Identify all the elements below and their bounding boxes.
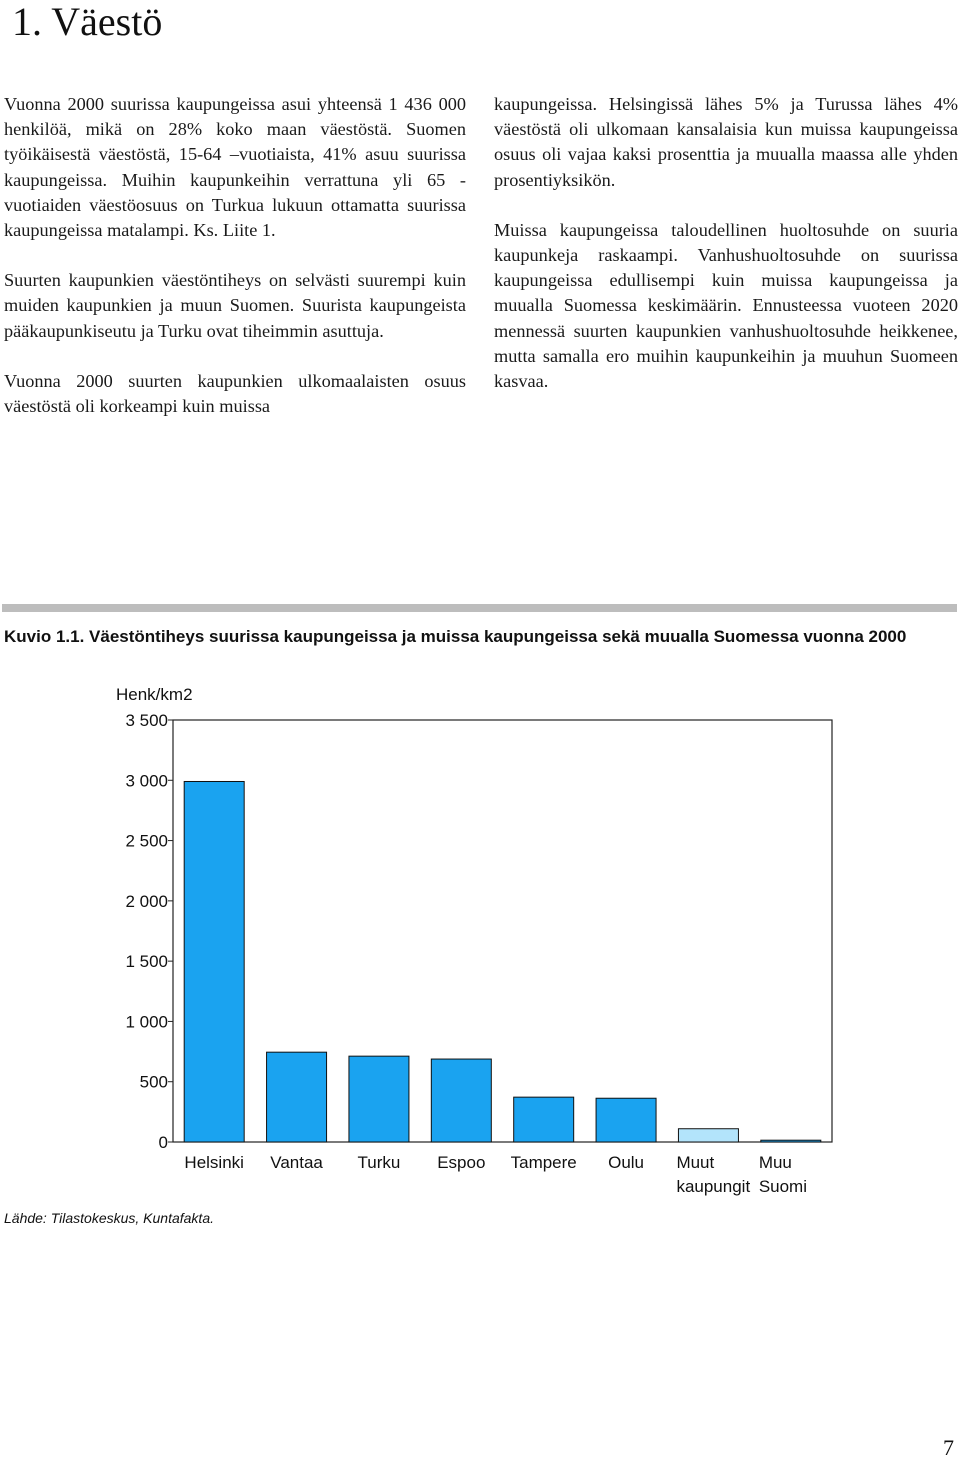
section-divider (2, 604, 957, 612)
left-text-column (4, 92, 466, 444)
x-tick-label: Espoo (437, 1153, 486, 1172)
y-tick-label: 1 000 (125, 1012, 168, 1032)
x-tick-label: Muu Suomi (758, 1153, 807, 1196)
bar (596, 1098, 656, 1142)
y-tick-label: 500 (139, 1072, 168, 1092)
bar (678, 1129, 738, 1142)
right-text-column (494, 92, 958, 419)
y-tick-label: 0 (158, 1133, 168, 1152)
x-tick-label: Tampere (510, 1153, 577, 1172)
paragraph: Muissa kaupungeissa taloudellinen huoltosuhde on suuria kaupunkeja raskaampi. Vanhushuoltosuhde on suurissa kaupungeissa edullisempi kuin muissa kaupungeissa ja muualla Suomessa keskimäärin. Ennusteessa vuoteen 2020 mennessä suurten kaupunkien vanhushuoltosuhde heikkenee, mutta samalla ero muihin kaupunkeihin ja muuhun Suomeen kasvaa. (494, 219, 958, 392)
page-heading: 1. Väestö (12, 0, 163, 44)
bar (514, 1097, 574, 1142)
paragraph: kaupungeissa. Helsingissä lähes 5% ja Turussa lähes 4% väestöstä oli ulkomaan kansalaisia kun muissa kaupungeissa osuus oli vajaa kaksi prosenttia ja muualla maassa alle yhden prosentiyksikön. (494, 94, 958, 190)
x-tick-label: Turku (357, 1153, 401, 1172)
x-tick-label: Vantaa (270, 1153, 323, 1172)
bar (184, 781, 244, 1142)
x-tick-label: Helsinki (184, 1153, 244, 1172)
page-number: 7 (943, 1435, 954, 1460)
y-axis-label: Henk/km2 (116, 685, 193, 704)
bar (267, 1052, 327, 1142)
paragraph: Suurten kaupunkien väestöntiheys on selvästi suurempi kuin muiden kaupunkien ja muun Suomen. Suurista kaupungeista pääkaupunkiseutu ja Turku ovat tiheimmin asuttuja. (4, 270, 466, 341)
source-note: Lähde: Tilastokeskus, Kuntafakta. (4, 1210, 214, 1226)
bar (761, 1140, 821, 1142)
y-tick-label: 3 500 (125, 711, 168, 730)
x-tick-label: Muut kaupungit (676, 1153, 751, 1196)
y-tick-label: 2 000 (125, 891, 168, 911)
population-density-chart (0, 672, 960, 1207)
x-tick-label: Oulu (608, 1153, 645, 1172)
paragraph: Vuonna 2000 suurissa kaupungeissa asui yhteensä 1 436 000 henkilöä, mikä on 28% koko maan väestöstä. Suomen työikäisestä väestöstä, 15-64 –vuotiaista, 41% asuu suurissa kaupungeissa. Muihin kaupunkeihin verrattuna yli 65 -vuotiaiden väestöosuus on Turkua lukuun ottamatta suurissa kaupungeissa matalampi. Ks. Liite 1. (4, 94, 466, 241)
bar (431, 1059, 491, 1142)
bar (349, 1056, 409, 1142)
y-tick-label: 3 000 (125, 771, 168, 791)
paragraph: Vuonna 2000 suurten kaupunkien ulkomaalaisten osuus väestöstä oli korkeampi kuin muissa (4, 370, 466, 417)
y-tick-label: 2 500 (125, 831, 168, 851)
y-tick-label: 1 500 (125, 952, 168, 972)
chart-title: Kuvio 1.1. Väestöntiheys suurissa kaupungeissa ja muissa kaupungeissa sekä muualla Suomessa vuonna 2000 (4, 627, 907, 646)
